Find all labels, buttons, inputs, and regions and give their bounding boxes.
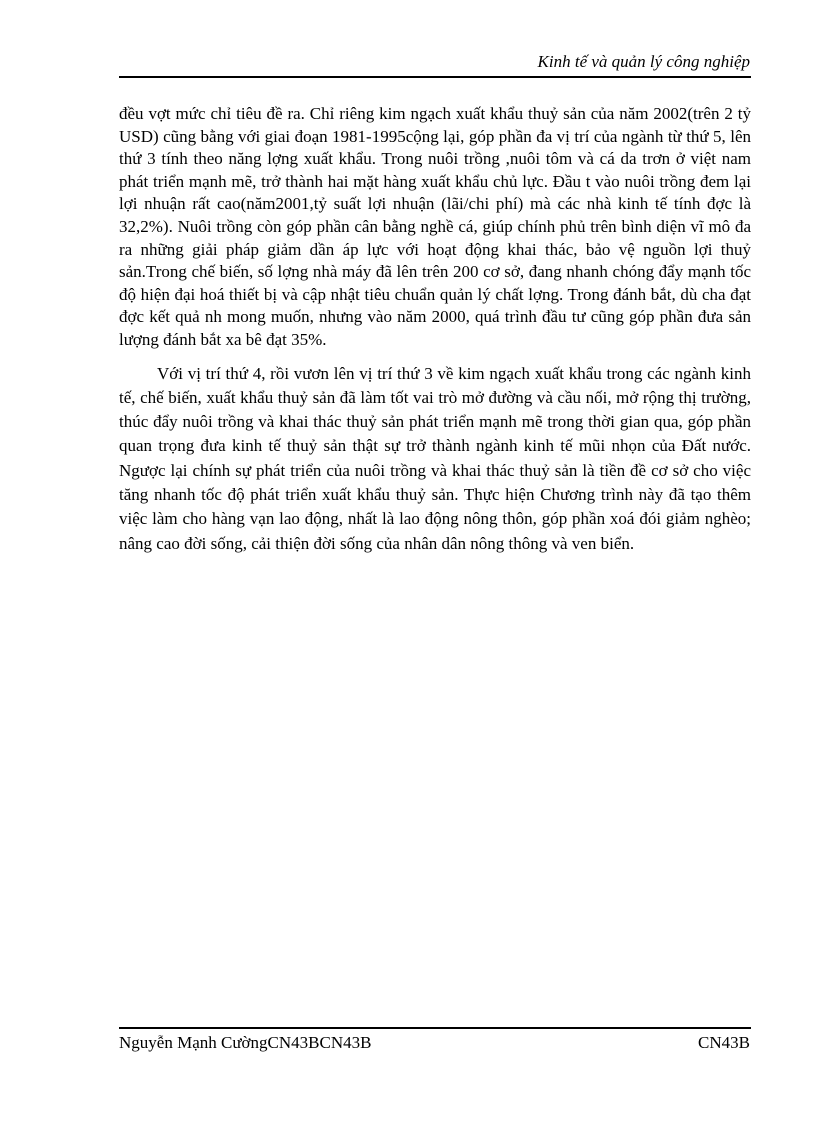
- header-divider: [119, 76, 751, 78]
- running-header-title: Kinh tế và quản lý công nghiệp: [537, 52, 750, 71]
- paragraph-2: Với vị trí thứ 4, rồi vươn lên vị trí thứ 3 về kim ngạch xuất khẩu trong các ngành kinh tế, chế biến, xuất khẩu thuỷ sản đã làm tốt vai trò mở đường và cầu nối, mở rộng thị trường, thúc đẩy nuôi trồng và khai thác thuỷ sản phát triển mạnh mẽ trong thời gian qua, góp phần quan trọng đưa kinh tế thuỷ sản thật sự trở thành ngành kinh tế mũi nhọn của Đất nước. Ngược lại chính sự phát triển của nuôi trồng và khai thác thuỷ sản là tiền đề cơ sở cho việc tăng nhanh tốc độ phát triển xuất khẩu thuỷ sản. Thực hiện Chương trình này đã tạo thêm việc làm cho hàng vạn lao động, nhất là lao động nông thôn, góp phần xoá đói giảm nghèo; nâng cao đời sống, cải thiện đời sống của nhân dân nông thông và ven biển.: [119, 363, 751, 553]
- body-text: [119, 103, 751, 556]
- paragraph-1: đều vợt mức chỉ tiêu đề ra. Chỉ riêng kim ngạch xuất khẩu thuỷ sản của năm 2002(trên 2 tỷ USD) cũng bằng với giai đoạn 1981-1995cộng lại, góp phần đa vị trí của ngành từ thứ 5, lên thứ 3 tính theo năng lợng xuất khẩu. Trong nuôi trồng ,nuôi tôm và cá da trơn ở việt nam phát triển mạnh mẽ, trở thành hai mặt hàng xuất khẩu chủ lực. Đầu t vào nuôi trồng đem lại lợi nhuận rất cao(năm2001,tỷ suất lợi nhuận (lãi/chi phí) mà các nhà kinh tế tính đợc là 32,2%). Nuôi trồng còn góp phần cân bằng nghề cá, giúp chính phủ trên bình diện vĩ mô đa ra những giải pháp giảm dần áp lực với hoạt động khai thác, bảo vệ nguồn lợi thuỷ sản.Trong chế biến, số lợng nhà máy đã lên trên 200 cơ sở, đang nhanh chóng đẩy mạnh tốc độ hiện đại hoá thiết bị và cập nhật tiêu chuẩn quản lý chất lợng. Trong đánh bắt, dù cha đạt đợc kết quả nh mong muốn, nhưng vào năm 2000, quá trình đầu tư cũng góp phần đưa sản lượng đánh bắt xa bê đạt 35%.: [119, 104, 751, 349]
- footer-class-code: CN43B: [698, 1033, 750, 1052]
- footer-author: Nguyễn Mạnh CườngCN43BCN43B: [119, 1033, 372, 1052]
- footer-divider: [119, 1027, 751, 1029]
